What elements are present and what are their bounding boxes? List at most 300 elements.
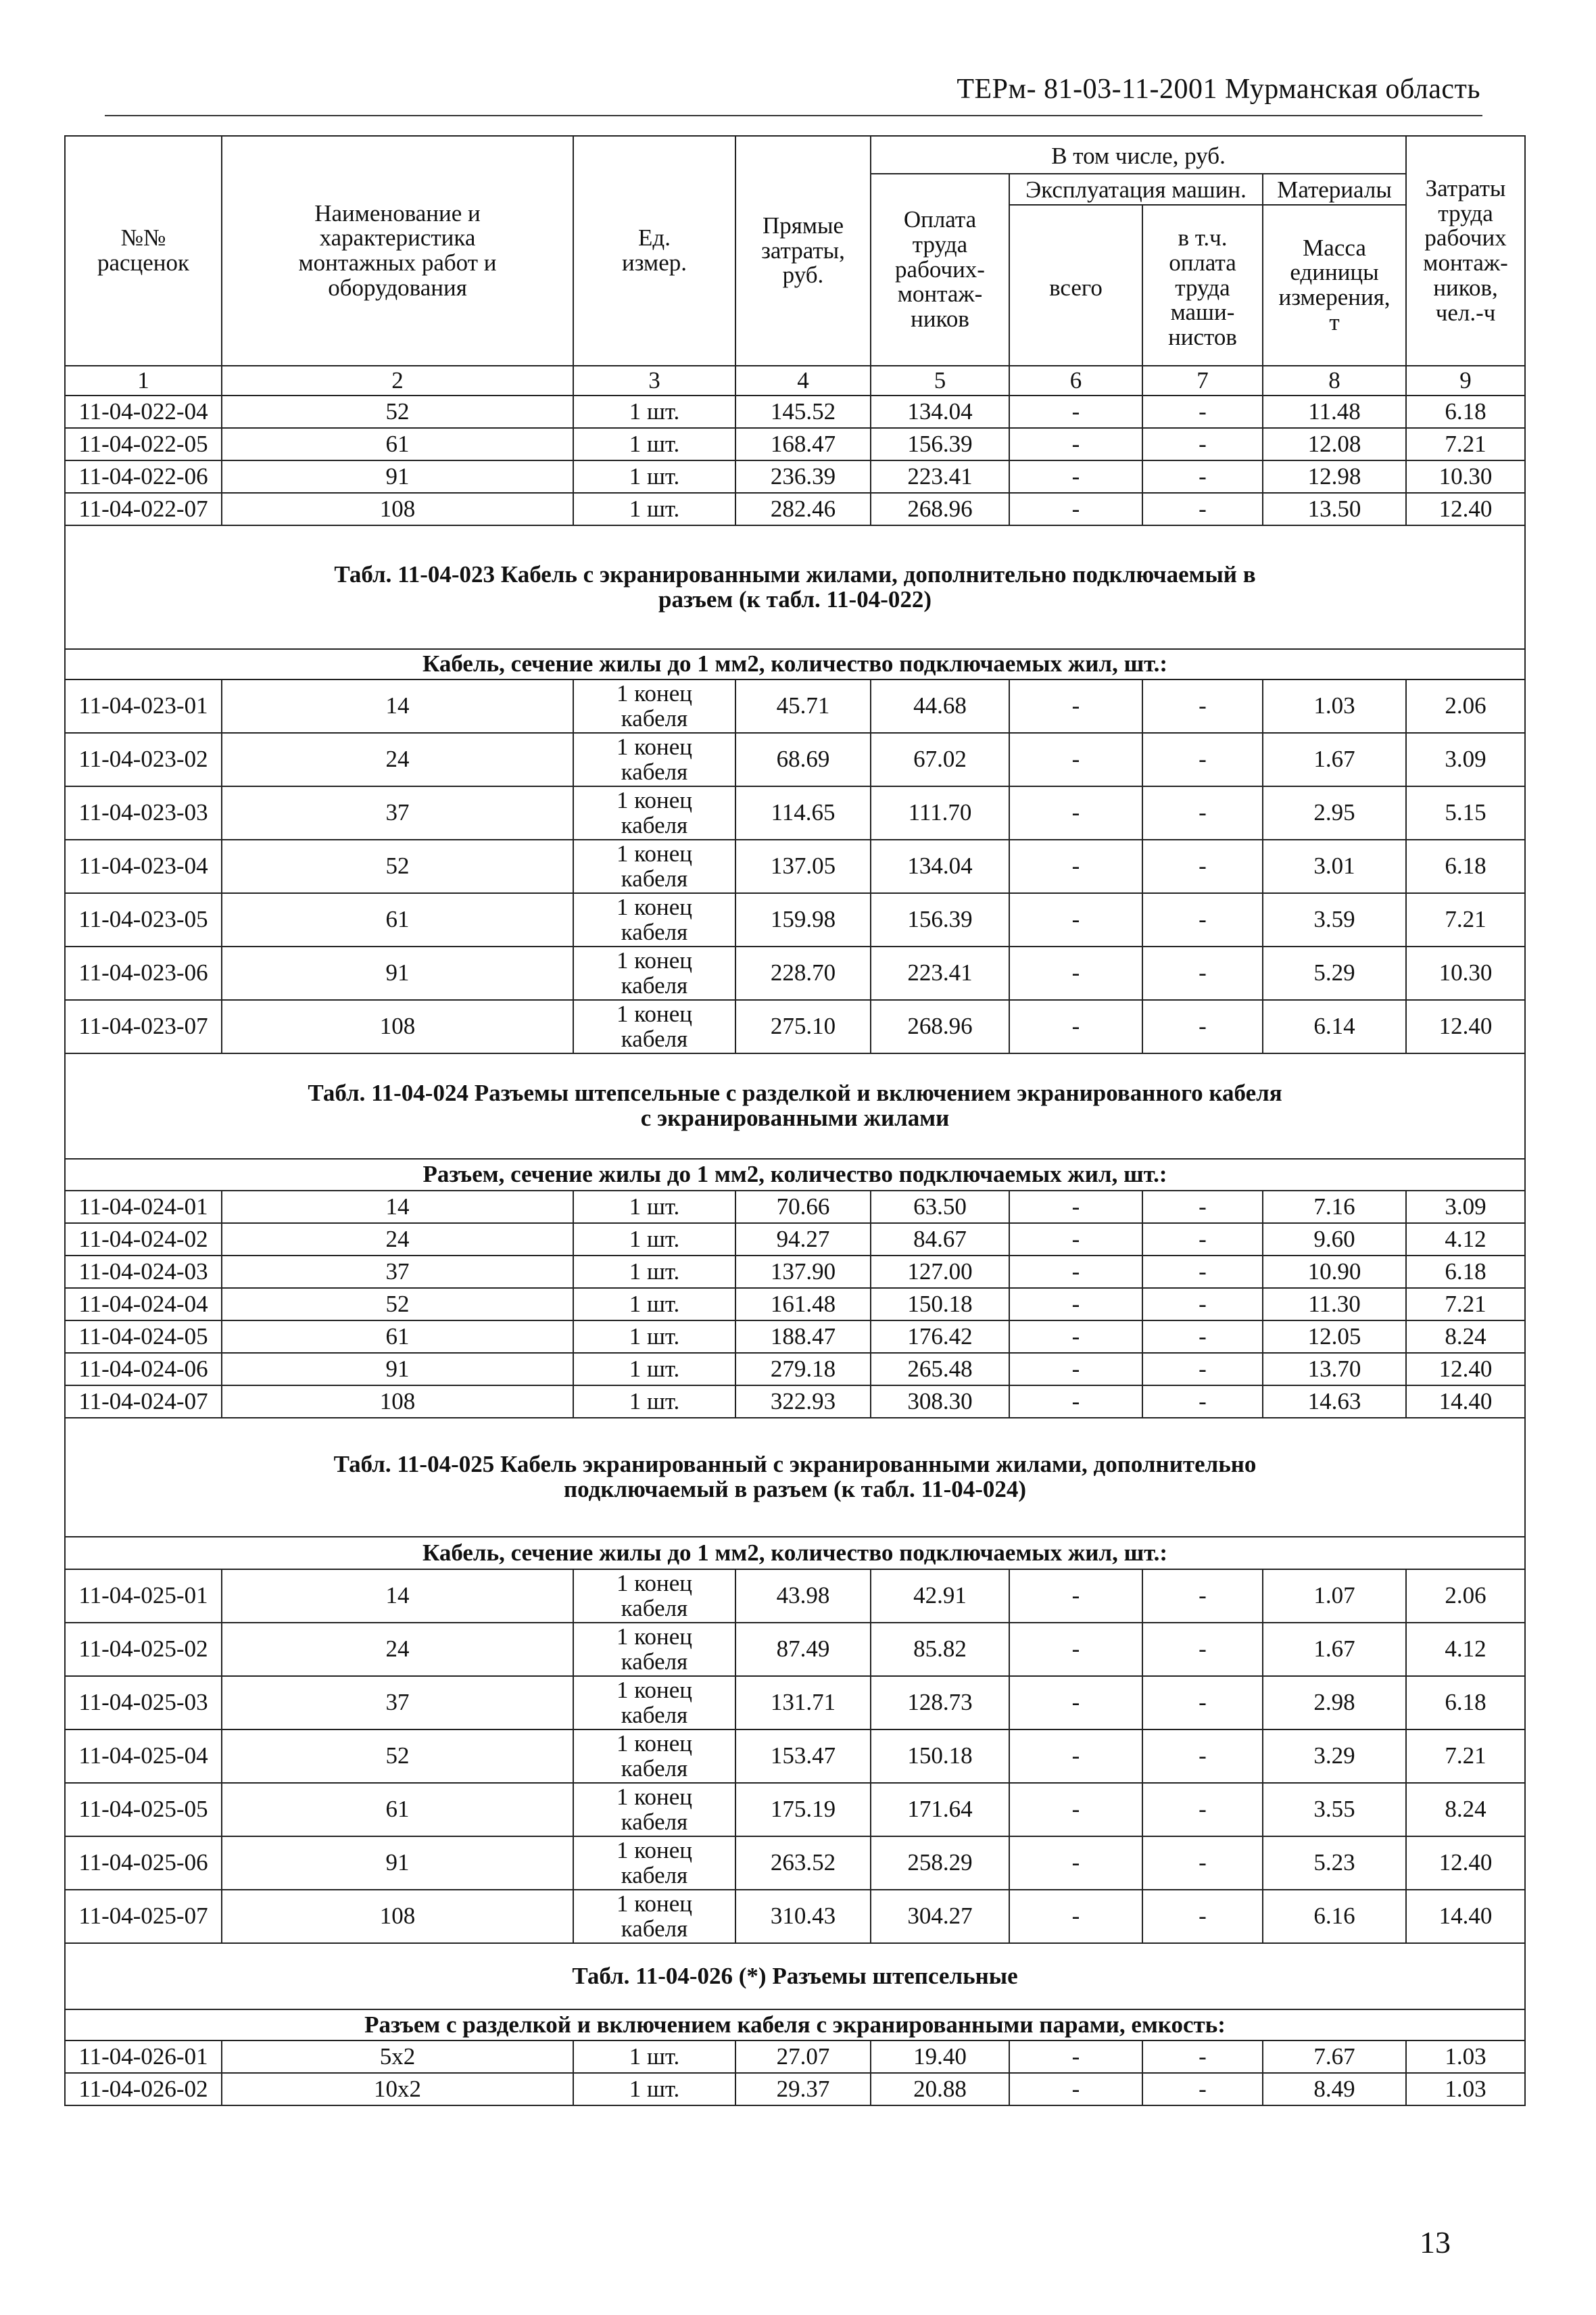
unit-of-measure [573, 1783, 735, 1836]
work-characteristic: 108 [222, 1385, 573, 1418]
materials: 8.49 [1263, 2073, 1406, 2105]
machinist-pay: - [1142, 1191, 1263, 1223]
unit-line: кабеля [621, 1755, 688, 1782]
machinist-pay: - [1142, 1676, 1263, 1729]
unit-of-measure: 1 шт. [573, 1256, 735, 1288]
machinist-pay: - [1142, 1836, 1263, 1890]
header-line: затраты, [761, 237, 845, 264]
unit-line: кабеля [621, 1025, 688, 1052]
unit-line: 1 конец [616, 1729, 692, 1757]
work-characteristic: 52 [222, 840, 573, 893]
labor-pay: 265.48 [871, 1353, 1009, 1385]
machines-total: - [1009, 2073, 1142, 2105]
header-line: единицы [1290, 259, 1379, 286]
header-line: ников [911, 306, 969, 333]
rate-code: 11-04-023-02 [65, 733, 222, 786]
labor-hours: 7.21 [1406, 428, 1525, 460]
labor-pay: 134.04 [871, 396, 1009, 428]
rate-code: 11-04-025-03 [65, 1676, 222, 1729]
machinist-pay: - [1142, 786, 1263, 840]
labor-hours: 14.40 [1406, 1890, 1525, 1943]
machinist-pay: - [1142, 2073, 1263, 2105]
materials: 10.90 [1263, 1256, 1406, 1288]
section-subtitle: Разъем с разделкой и включением кабеля с экранированными парами, емкость: [65, 2009, 1525, 2040]
unit-of-measure: 1 шт. [573, 428, 735, 460]
direct-costs: 159.98 [735, 893, 871, 947]
header-line: нистов [1168, 324, 1237, 351]
unit-line: 1 конец [616, 1676, 692, 1703]
unit-line: кабеля [621, 1648, 688, 1675]
rate-code: 11-04-025-07 [65, 1890, 222, 1943]
labor-pay: 223.41 [871, 947, 1009, 1000]
unit-of-measure: 1 шт. [573, 460, 735, 493]
work-characteristic: 52 [222, 1729, 573, 1783]
work-characteristic: 37 [222, 1676, 573, 1729]
rate-code: 11-04-026-02 [65, 2073, 222, 2105]
rate-code: 11-04-025-04 [65, 1729, 222, 1783]
work-characteristic: 37 [222, 786, 573, 840]
col-header-machinist-pay [1142, 205, 1263, 366]
labor-hours: 5.15 [1406, 786, 1525, 840]
header-line: рабочих [1424, 224, 1507, 252]
labor-pay: 150.18 [871, 1288, 1009, 1320]
labor-pay: 44.68 [871, 679, 1009, 733]
unit-line: кабеля [621, 811, 688, 838]
materials: 11.48 [1263, 396, 1406, 428]
unit-line: кабеля [621, 865, 688, 892]
col-number: 7 [1142, 366, 1263, 396]
direct-costs: 137.05 [735, 840, 871, 893]
table-row [65, 428, 1525, 460]
unit-line: 1 конец [616, 840, 692, 867]
rates-table [64, 135, 1526, 2106]
materials: 9.60 [1263, 1223, 1406, 1256]
section-title-row [65, 1053, 1525, 1159]
work-characteristic: 14 [222, 1191, 573, 1223]
labor-pay: 258.29 [871, 1836, 1009, 1890]
section-subtitle-row [65, 1159, 1525, 1191]
direct-costs: 310.43 [735, 1890, 871, 1943]
unit-of-measure [573, 786, 735, 840]
labor-hours: 7.21 [1406, 893, 1525, 947]
rate-code: 11-04-025-02 [65, 1623, 222, 1676]
labor-hours: 10.30 [1406, 460, 1525, 493]
section-title-line: подключаемый в разъем (к табл. 11-04-024) [564, 1476, 1027, 1502]
machinist-pay: - [1142, 1256, 1263, 1288]
table-row [65, 947, 1525, 1000]
labor-pay: 156.39 [871, 428, 1009, 460]
machinist-pay: - [1142, 493, 1263, 525]
materials: 14.63 [1263, 1385, 1406, 1418]
table-row [65, 1256, 1525, 1288]
labor-hours: 12.40 [1406, 493, 1525, 525]
col-header-labor-pay [871, 174, 1009, 366]
table-row [65, 893, 1525, 947]
unit-of-measure: 1 шт. [573, 1288, 735, 1320]
machinist-pay: - [1142, 1890, 1263, 1943]
labor-pay: 223.41 [871, 460, 1009, 493]
labor-hours: 3.09 [1406, 1191, 1525, 1223]
materials: 13.70 [1263, 1353, 1406, 1385]
labor-hours: 1.03 [1406, 2073, 1525, 2105]
machinist-pay: - [1142, 1000, 1263, 1053]
machinist-pay: - [1142, 460, 1263, 493]
materials: 3.29 [1263, 1729, 1406, 1783]
unit-line: 1 конец [616, 679, 692, 707]
rate-code: 11-04-022-06 [65, 460, 222, 493]
column-header-row [65, 136, 1525, 174]
materials: 6.16 [1263, 1890, 1406, 1943]
unit-of-measure [573, 1676, 735, 1729]
materials: 7.16 [1263, 1191, 1406, 1223]
materials: 3.01 [1263, 840, 1406, 893]
header-line: руб. [782, 262, 824, 289]
header-line: Масса [1303, 234, 1366, 261]
col-number: 8 [1263, 366, 1406, 396]
materials: 5.23 [1263, 1836, 1406, 1890]
labor-hours: 2.06 [1406, 679, 1525, 733]
machines-total: - [1009, 947, 1142, 1000]
section-title [65, 1053, 1525, 1159]
machines-total: - [1009, 1000, 1142, 1053]
machines-total: - [1009, 840, 1142, 893]
direct-costs: 94.27 [735, 1223, 871, 1256]
table-row [65, 840, 1525, 893]
machinist-pay: - [1142, 893, 1263, 947]
col-number: 3 [573, 366, 735, 396]
table-row [65, 1676, 1525, 1729]
unit-of-measure [573, 840, 735, 893]
table-row [65, 1000, 1525, 1053]
rate-code: 11-04-023-05 [65, 893, 222, 947]
machinist-pay: - [1142, 947, 1263, 1000]
unit-line: 1 конец [616, 1783, 692, 1810]
header-line: монтажных работ и [298, 249, 497, 276]
labor-pay: 111.70 [871, 786, 1009, 840]
machines-total: - [1009, 493, 1142, 525]
labor-pay: 85.82 [871, 1623, 1009, 1676]
unit-line: кабеля [621, 1594, 688, 1621]
labor-hours: 6.18 [1406, 1676, 1525, 1729]
header-line: измер. [622, 249, 687, 276]
table-row [65, 460, 1525, 493]
direct-costs: 275.10 [735, 1000, 871, 1053]
col-number: 6 [1009, 366, 1142, 396]
machines-total: - [1009, 1836, 1142, 1890]
header-line: труда [1438, 199, 1493, 226]
section-title-line: Табл. 11-04-025 Кабель экранированный с экранированными жилами, дополнительно [333, 1451, 1257, 1478]
unit-of-measure: 1 шт. [573, 2040, 735, 2073]
direct-costs: 322.93 [735, 1385, 871, 1418]
page-number: 13 [1420, 2225, 1451, 2260]
labor-hours: 10.30 [1406, 947, 1525, 1000]
machinist-pay: - [1142, 1783, 1263, 1836]
work-characteristic: 10х2 [222, 2073, 573, 2105]
direct-costs: 29.37 [735, 2073, 871, 2105]
section-title [65, 1418, 1525, 1537]
col-header-unit [573, 136, 735, 366]
machines-total: - [1009, 1191, 1142, 1223]
labor-pay: 63.50 [871, 1191, 1009, 1223]
labor-pay: 308.30 [871, 1385, 1009, 1418]
direct-costs: 114.65 [735, 786, 871, 840]
table-row [65, 1191, 1525, 1223]
rate-code: 11-04-024-06 [65, 1353, 222, 1385]
rate-code: 11-04-024-05 [65, 1320, 222, 1353]
labor-pay: 42.91 [871, 1569, 1009, 1623]
work-characteristic: 61 [222, 1783, 573, 1836]
table-row [65, 2040, 1525, 2073]
table-row [65, 1623, 1525, 1676]
materials: 6.14 [1263, 1000, 1406, 1053]
rate-code: 11-04-022-04 [65, 396, 222, 428]
col-header-direct-costs [735, 136, 871, 366]
col-header-unit-mass [1263, 205, 1406, 366]
work-characteristic: 52 [222, 396, 573, 428]
direct-costs: 43.98 [735, 1569, 871, 1623]
work-characteristic: 14 [222, 679, 573, 733]
materials: 1.07 [1263, 1569, 1406, 1623]
unit-line: 1 конец [616, 1623, 692, 1650]
unit-line: 1 конец [616, 947, 692, 974]
labor-pay: 268.96 [871, 493, 1009, 525]
machines-total: - [1009, 1256, 1142, 1288]
materials: 3.59 [1263, 893, 1406, 947]
unit-line: кабеля [621, 705, 688, 732]
rate-code: 11-04-026-01 [65, 2040, 222, 2073]
header-line: Оплата [903, 206, 977, 233]
section-title-line: Табл. 11-04-024 Разъемы штепсельные с разделкой и включением экранированного кабеля [308, 1080, 1282, 1107]
unit-line: кабеля [621, 1861, 688, 1888]
header-line: характеристика [319, 224, 476, 252]
machines-total: - [1009, 1320, 1142, 1353]
table-row [65, 493, 1525, 525]
col-number: 1 [65, 366, 222, 396]
unit-line: кабеля [621, 758, 688, 785]
table-row [65, 1569, 1525, 1623]
unit-of-measure [573, 1000, 735, 1053]
machines-total: - [1009, 1223, 1142, 1256]
labor-hours: 4.12 [1406, 1223, 1525, 1256]
unit-of-measure [573, 1569, 735, 1623]
rate-code: 11-04-025-05 [65, 1783, 222, 1836]
section-title-line: Табл. 11-04-023 Кабель с экранированными жилами, дополнительно подключаемый в [334, 560, 1256, 588]
table-row [65, 733, 1525, 786]
col-header-labor-hours [1406, 136, 1525, 366]
direct-costs: 27.07 [735, 2040, 871, 2073]
machinist-pay: - [1142, 679, 1263, 733]
section-subtitle: Разъем, сечение жилы до 1 мм2, количество подключаемых жил, шт.: [65, 1159, 1525, 1191]
unit-line: 1 конец [616, 1836, 692, 1863]
unit-of-measure [573, 947, 735, 1000]
header-line: монтаж- [1423, 249, 1508, 276]
labor-pay: 134.04 [871, 840, 1009, 893]
materials: 1.67 [1263, 1623, 1406, 1676]
direct-costs: 161.48 [735, 1288, 871, 1320]
unit-line: кабеля [621, 972, 688, 999]
direct-costs: 279.18 [735, 1353, 871, 1385]
unit-of-measure [573, 1890, 735, 1943]
labor-pay: 150.18 [871, 1729, 1009, 1783]
header-line: маши- [1170, 299, 1235, 326]
labor-hours: 14.40 [1406, 1385, 1525, 1418]
machines-total: - [1009, 1385, 1142, 1418]
machines-total: - [1009, 1288, 1142, 1320]
labor-pay: 156.39 [871, 893, 1009, 947]
work-characteristic: 52 [222, 1288, 573, 1320]
machines-total: - [1009, 1353, 1142, 1385]
materials: 2.98 [1263, 1676, 1406, 1729]
header-line: чел.-ч [1435, 299, 1496, 326]
machinist-pay: - [1142, 2040, 1263, 2073]
rate-code: 11-04-024-02 [65, 1223, 222, 1256]
labor-hours: 8.24 [1406, 1320, 1525, 1353]
header-line: Ед. [638, 224, 671, 252]
work-characteristic: 61 [222, 428, 573, 460]
machines-total: - [1009, 1783, 1142, 1836]
labor-hours: 4.12 [1406, 1623, 1525, 1676]
labor-hours: 12.40 [1406, 1836, 1525, 1890]
unit-of-measure [573, 1836, 735, 1890]
unit-of-measure: 1 шт. [573, 1320, 735, 1353]
work-characteristic: 91 [222, 1836, 573, 1890]
section-title [65, 1943, 1525, 2009]
rate-code: 11-04-023-03 [65, 786, 222, 840]
materials: 5.29 [1263, 947, 1406, 1000]
direct-costs: 70.66 [735, 1191, 871, 1223]
machines-total: - [1009, 786, 1142, 840]
machines-total: - [1009, 1890, 1142, 1943]
labor-pay: 268.96 [871, 1000, 1009, 1053]
labor-hours: 12.40 [1406, 1000, 1525, 1053]
materials: 1.03 [1263, 679, 1406, 733]
machines-total: - [1009, 1729, 1142, 1783]
col-number: 4 [735, 366, 871, 396]
unit-line: кабеля [621, 918, 688, 945]
machinist-pay: - [1142, 840, 1263, 893]
labor-pay: 127.00 [871, 1256, 1009, 1288]
table-row [65, 679, 1525, 733]
section-title-row [65, 1943, 1525, 2009]
section-title-line: Табл. 11-04-026 (*) Разъемы штепсельные [572, 1962, 1018, 1989]
machinist-pay: - [1142, 1288, 1263, 1320]
labor-hours: 2.06 [1406, 1569, 1525, 1623]
table-row [65, 786, 1525, 840]
unit-line: 1 конец [616, 786, 692, 813]
section-subtitle-row [65, 649, 1525, 679]
labor-hours: 8.24 [1406, 1783, 1525, 1836]
labor-pay: 84.67 [871, 1223, 1009, 1256]
direct-costs: 145.52 [735, 396, 871, 428]
direct-costs: 87.49 [735, 1623, 871, 1676]
unit-of-measure [573, 679, 735, 733]
work-characteristic: 108 [222, 493, 573, 525]
section-title-line: с экранированными жилами [640, 1105, 950, 1131]
unit-of-measure: 1 шт. [573, 396, 735, 428]
labor-hours: 1.03 [1406, 2040, 1525, 2073]
work-characteristic: 24 [222, 1623, 573, 1676]
machines-total: - [1009, 1623, 1142, 1676]
machines-total: - [1009, 460, 1142, 493]
col-header-code [65, 136, 222, 366]
unit-of-measure [573, 893, 735, 947]
col-header-group: В том числе, руб. [871, 136, 1406, 174]
machinist-pay: - [1142, 1223, 1263, 1256]
col-header-name [222, 136, 573, 366]
rate-code: 11-04-024-04 [65, 1288, 222, 1320]
rate-code: 11-04-023-06 [65, 947, 222, 1000]
unit-line: кабеля [621, 1808, 688, 1835]
labor-pay: 67.02 [871, 733, 1009, 786]
section-subtitle-row [65, 1537, 1525, 1569]
direct-costs: 236.39 [735, 460, 871, 493]
header-line: ников, [1433, 274, 1498, 301]
labor-pay: 171.64 [871, 1783, 1009, 1836]
table-row [65, 1729, 1525, 1783]
labor-hours: 6.18 [1406, 1256, 1525, 1288]
col-header-materials: Материалы [1263, 174, 1406, 205]
materials: 13.50 [1263, 493, 1406, 525]
direct-costs: 263.52 [735, 1836, 871, 1890]
work-characteristic: 37 [222, 1256, 573, 1288]
direct-costs: 168.47 [735, 428, 871, 460]
table-row [65, 2073, 1525, 2105]
machines-total: - [1009, 2040, 1142, 2073]
labor-hours: 3.09 [1406, 733, 1525, 786]
work-characteristic: 61 [222, 1320, 573, 1353]
unit-line: 1 конец [616, 1890, 692, 1917]
machines-total: - [1009, 1676, 1142, 1729]
section-title-row [65, 525, 1525, 649]
col-number: 5 [871, 366, 1009, 396]
section-title-row [65, 1418, 1525, 1537]
col-number: 9 [1406, 366, 1525, 396]
machinist-pay: - [1142, 1623, 1263, 1676]
materials: 1.67 [1263, 733, 1406, 786]
unit-line: 1 конец [616, 893, 692, 920]
work-characteristic: 91 [222, 1353, 573, 1385]
direct-costs: 153.47 [735, 1729, 871, 1783]
work-characteristic: 61 [222, 893, 573, 947]
header-line: измерения, [1278, 284, 1391, 310]
unit-line: 1 конец [616, 733, 692, 760]
rate-code: 11-04-023-01 [65, 679, 222, 733]
materials: 7.67 [1263, 2040, 1406, 2073]
header-line: расценок [97, 249, 190, 276]
unit-of-measure: 1 шт. [573, 493, 735, 525]
machinist-pay: - [1142, 1320, 1263, 1353]
unit-of-measure: 1 шт. [573, 2073, 735, 2105]
rate-code: 11-04-024-07 [65, 1385, 222, 1418]
table-row [65, 1890, 1525, 1943]
col-header-machines-total: всего [1009, 205, 1142, 366]
labor-hours: 7.21 [1406, 1288, 1525, 1320]
header-rule [105, 115, 1482, 116]
table-row [65, 1288, 1525, 1320]
direct-costs: 68.69 [735, 733, 871, 786]
header-line: т [1329, 308, 1340, 335]
materials: 11.30 [1263, 1288, 1406, 1320]
header-line: труда [1175, 274, 1230, 301]
labor-pay: 19.40 [871, 2040, 1009, 2073]
column-number-row [65, 366, 1525, 396]
labor-hours: 6.18 [1406, 840, 1525, 893]
header-line: Прямые [762, 212, 844, 239]
work-characteristic: 14 [222, 1569, 573, 1623]
table-row [65, 1385, 1525, 1418]
work-characteristic: 91 [222, 947, 573, 1000]
table-row [65, 1223, 1525, 1256]
